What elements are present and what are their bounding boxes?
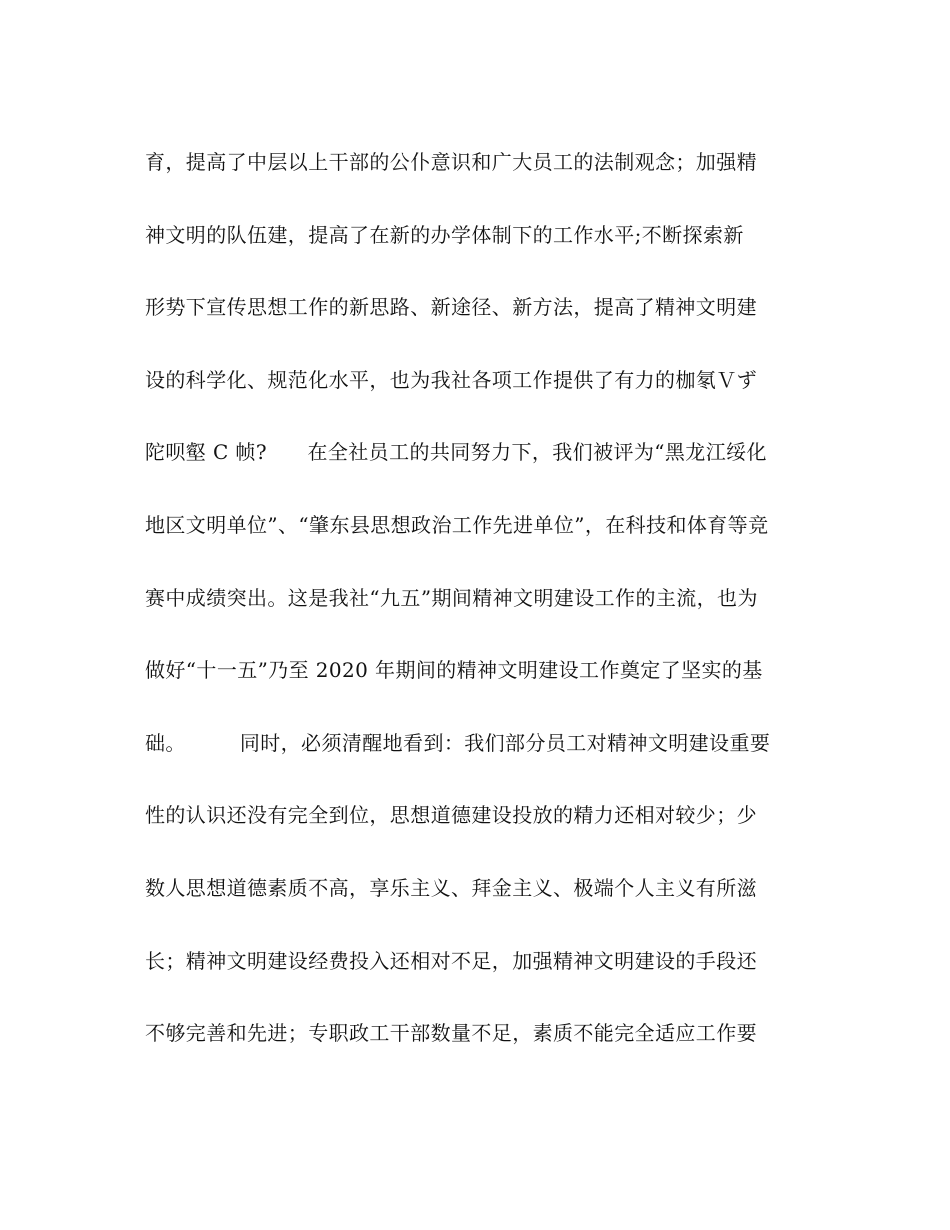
text-line: 地区文明单位”、“肇东县思想政治工作先进单位”，在科技和体育等竞 (145, 512, 769, 537)
body-text (145, 138, 825, 1082)
text-line: 性的认识还没有完全到位，思想道德建设投放的精力还相对较少；少 (145, 803, 757, 828)
text-line: 数人思想道德素质不高，享乐主义、拜金主义、极端个人主义有所滋 (145, 875, 757, 900)
text-line: 形势下宣传思想工作的新思路、新途径、新方法，提高了精神文明建 (145, 295, 757, 320)
text-line: 长；精神文明建设经费投入还相对不足，加强精神文明建设的手段还 (145, 948, 757, 973)
text-line: 设的科学化、规范化水平，也为我社各项工作提供了有力的枷氡Ｖず (145, 367, 757, 392)
text-line: 赛中成绩突出。这是我社“九五”期间精神文明建设工作的主流，也为 (145, 585, 758, 610)
text-line: 不够完善和先进；专职政工干部数量不足，素质不能完全适应工作要 (145, 1021, 757, 1046)
text-line: 陀呗壑 C 帧? 在全社员工的共同努力下，我们被评为“黑龙江绥化 (145, 440, 767, 465)
text-line: 育，提高了中层以上干部的公仆意识和广大员工的法制观念；加强精 (145, 150, 757, 174)
text-line: 做好“十一五”乃至 2020 年期间的精神文明建设工作奠定了坚实的基 (145, 658, 763, 683)
text-line: 础。 同时，必须清醒地看到：我们部分员工对精神文明建设重要 (145, 730, 771, 755)
text-line: 神文明的队伍建，提高了在新的办学体制下的工作水平;不断探索新 (145, 222, 744, 247)
